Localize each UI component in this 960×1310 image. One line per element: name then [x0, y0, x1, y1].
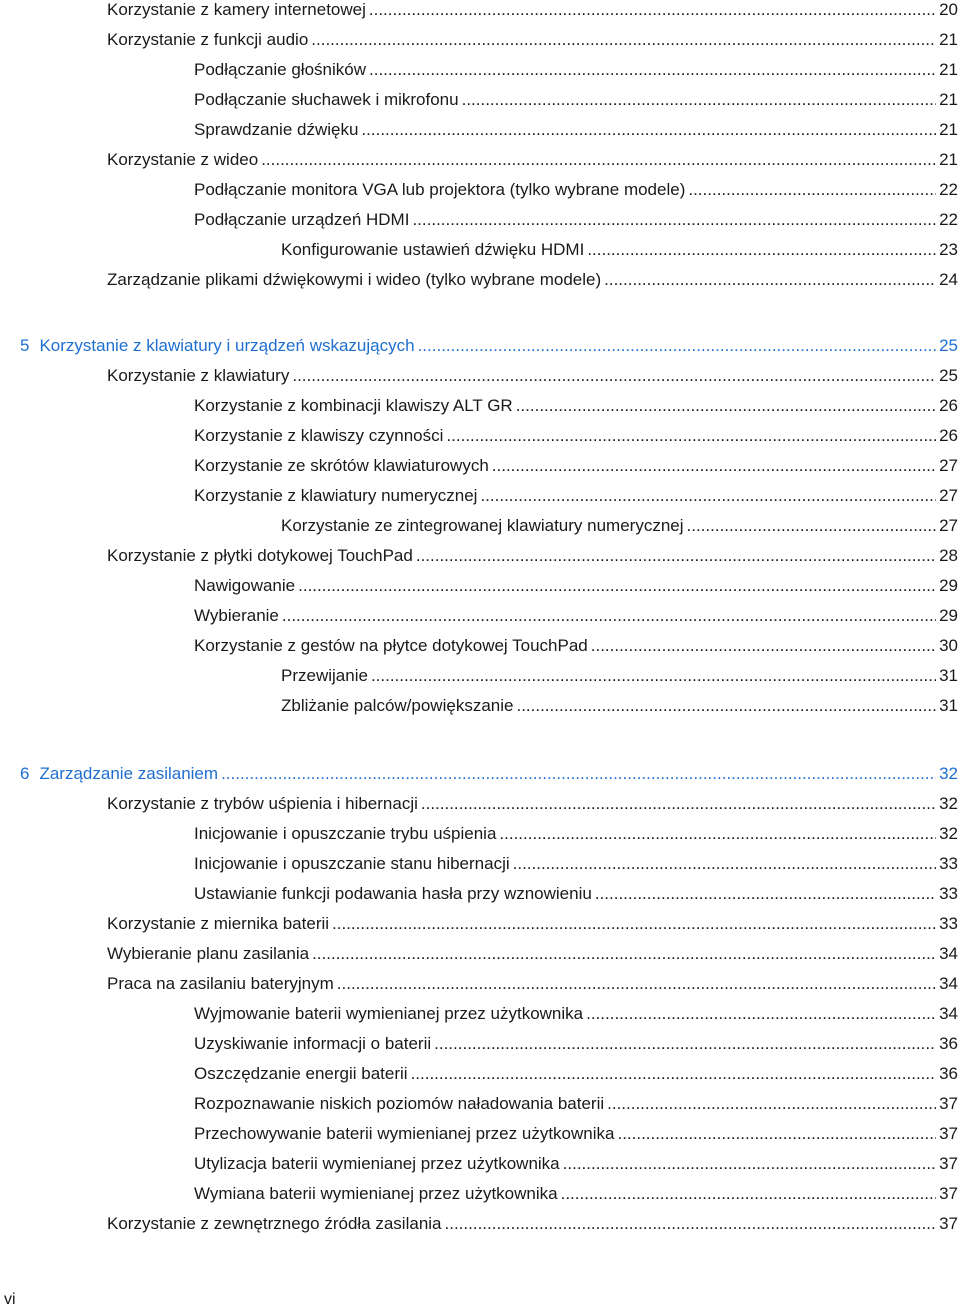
page-number: vi — [4, 1291, 16, 1308]
dot-leader — [292, 363, 936, 389]
toc-entry-page: 21 — [939, 60, 958, 79]
toc-entry[interactable] — [107, 791, 958, 817]
toc-entry-title: Uzyskiwanie informacji o baterii — [194, 1034, 432, 1053]
dot-leader — [298, 573, 936, 599]
toc-entry-page: 36 — [939, 1064, 958, 1083]
toc-entry-title: Korzystanie z gestów na płytce dotykowej TouchPad — [194, 636, 588, 655]
toc-entry-page: 37 — [939, 1214, 958, 1233]
toc-entry-page: 31 — [939, 696, 958, 715]
toc-entry-title: Przewijanie — [281, 666, 368, 685]
toc-entry-title: Sprawdzanie dźwięku — [194, 120, 359, 139]
toc-entry-title: Rozpoznawanie niskich poziomów naładowania baterii — [194, 1094, 605, 1113]
dot-leader — [513, 851, 936, 877]
toc-entry-title: Korzystanie ze skrótów klawiaturowych — [194, 456, 489, 475]
toc-entry-title: Korzystanie z kombinacji klawiszy ALT GR — [194, 396, 513, 415]
toc-entry[interactable] — [194, 851, 958, 877]
toc-entry-page: 22 — [939, 180, 958, 199]
toc-entry[interactable] — [107, 1211, 958, 1237]
toc-entry[interactable] — [281, 663, 958, 689]
dot-leader — [371, 663, 936, 689]
toc-entry-page: 21 — [939, 30, 958, 49]
toc-entry-page: 33 — [939, 884, 958, 903]
toc-entry-title: Podłączanie głośników — [194, 60, 366, 79]
toc-entry-page: 27 — [939, 486, 958, 505]
toc-entry-page: 20 — [939, 0, 958, 19]
toc-entry-title: Podłączanie monitora VGA lub projektora (tylko wybrane modele) — [194, 180, 686, 199]
toc-entry[interactable] — [107, 941, 958, 967]
toc-entry-title: Oszczędzanie energii baterii — [194, 1064, 408, 1083]
toc-entry-title: Korzystanie z kamery internetowej — [107, 0, 366, 19]
toc-entry-title: Korzystanie z trybów uśpienia i hibernacji — [107, 794, 418, 813]
dot-leader — [462, 87, 936, 113]
toc-entry-title: Przechowywanie baterii wymienianej przez użytkownika — [194, 1124, 615, 1143]
toc-entry-page: 28 — [939, 546, 958, 565]
dot-leader — [311, 27, 936, 53]
toc-entry[interactable] — [194, 821, 958, 847]
toc-entry-title: Zarządzanie plikami dźwiękowymi i wideo (tylko wybrane modele) — [107, 270, 602, 289]
toc-entry-title: Podłączanie słuchawek i mikrofonu — [194, 90, 459, 109]
toc-entry-page: 25 — [939, 336, 958, 355]
toc-entry-title: Korzystanie z klawiszy czynności — [194, 426, 444, 445]
dot-leader — [261, 147, 936, 173]
dot-leader — [434, 1031, 936, 1057]
toc-entry-page: 32 — [939, 764, 958, 783]
toc-entry-title: Korzystanie ze zintegrowanej klawiatury numerycznej — [281, 516, 684, 535]
toc-entry-page: 23 — [939, 240, 958, 259]
toc-entry-title: Korzystanie z klawiatury — [107, 366, 290, 385]
dot-leader — [591, 633, 936, 659]
toc-entry-page: 29 — [939, 606, 958, 625]
toc-chapter-entry[interactable] — [20, 761, 958, 787]
toc-entry-title: Wybieranie planu zasilania — [107, 944, 310, 963]
dot-leader — [604, 267, 936, 293]
toc-entry[interactable] — [194, 603, 958, 629]
toc-entry-page: 32 — [939, 794, 958, 813]
toc-entry[interactable] — [194, 1061, 958, 1087]
toc-entry-page: 34 — [939, 944, 958, 963]
toc-entry[interactable] — [194, 177, 958, 203]
toc-entry-page: 26 — [939, 426, 958, 445]
toc-entry[interactable] — [194, 1151, 958, 1177]
toc-entry-title: Korzystanie z wideo — [107, 150, 259, 169]
toc-entry[interactable] — [107, 911, 958, 937]
dot-leader — [312, 941, 936, 967]
toc-entry-title: Nawigowanie — [194, 576, 296, 595]
toc-entry-page: 37 — [939, 1094, 958, 1113]
dot-leader — [595, 881, 936, 907]
toc-entry-title: Korzystanie z płytki dotykowej TouchPad — [107, 546, 413, 565]
toc-entry-page: 25 — [939, 366, 958, 385]
toc-entry-title: Podłączanie urządzeń HDMI — [194, 210, 410, 229]
toc-entry-page: 37 — [939, 1184, 958, 1203]
toc-entry[interactable] — [194, 1001, 958, 1027]
toc-entry-page: 31 — [939, 666, 958, 685]
toc-entry-page: 27 — [939, 516, 958, 535]
toc-entry-title: Wybieranie — [194, 606, 279, 625]
toc-entry-page: 27 — [939, 456, 958, 475]
dot-leader — [369, 57, 936, 83]
toc-entry-page: 22 — [939, 210, 958, 229]
toc-entry[interactable] — [281, 513, 958, 539]
toc-entry[interactable] — [194, 423, 958, 449]
dot-leader — [446, 423, 936, 449]
toc-entry-title: Utylizacja baterii wymienianej przez użytkownika — [194, 1154, 560, 1173]
toc-entry-title: Praca na zasilaniu bateryjnym — [107, 974, 334, 993]
dot-leader — [361, 117, 936, 143]
toc-entry-page: 33 — [939, 914, 958, 933]
chapter-number: 5 — [20, 336, 30, 355]
dot-leader — [687, 513, 937, 539]
toc-entry[interactable] — [194, 453, 958, 479]
toc-entry-page: 37 — [939, 1154, 958, 1173]
toc-entry-page: 37 — [939, 1124, 958, 1143]
dot-leader — [563, 1151, 936, 1177]
toc-entry-title: Ustawianie funkcji podawania hasła przy wznowieniu — [194, 884, 592, 903]
toc-entry[interactable] — [107, 971, 958, 997]
toc-entry-page: 34 — [939, 1004, 958, 1023]
dot-leader — [282, 603, 936, 629]
toc-entry[interactable] — [194, 1121, 958, 1147]
dot-leader — [492, 453, 936, 479]
toc-entry[interactable] — [194, 57, 958, 83]
toc-entry[interactable] — [281, 237, 958, 263]
toc-entry[interactable] — [194, 1031, 958, 1057]
toc-entry[interactable] — [107, 147, 958, 173]
toc-entry-page: 29 — [939, 576, 958, 595]
dot-leader — [412, 207, 936, 233]
toc-entry-page: 24 — [939, 270, 958, 289]
toc-entry[interactable] — [194, 881, 958, 907]
toc-entry[interactable] — [194, 87, 958, 113]
toc-entry[interactable] — [194, 1181, 958, 1207]
dot-leader — [332, 911, 936, 937]
toc-entry[interactable] — [107, 267, 958, 293]
dot-leader — [337, 971, 936, 997]
toc-chapter-entry[interactable] — [20, 333, 958, 359]
dot-leader — [421, 791, 936, 817]
toc-entry[interactable] — [107, 543, 958, 569]
toc-entry-title: Korzystanie z klawiatury i urządzeń wskazujących — [39, 336, 415, 355]
toc-entry-title: Zarządzanie zasilaniem — [39, 764, 219, 783]
toc-entry-page: 30 — [939, 636, 958, 655]
dot-leader — [587, 237, 936, 263]
dot-leader — [617, 1121, 936, 1147]
dot-leader — [369, 0, 936, 23]
toc-entry[interactable] — [194, 483, 958, 509]
toc-entry-page: 36 — [939, 1034, 958, 1053]
dot-leader — [688, 177, 936, 203]
toc-entry-title: Zbliżanie palców/powiększanie — [281, 696, 514, 715]
dot-leader — [418, 333, 937, 359]
toc-entry[interactable] — [107, 363, 958, 389]
toc-entry-page: 21 — [939, 150, 958, 169]
toc-entry[interactable] — [194, 393, 958, 419]
toc-entry-page: 21 — [939, 120, 958, 139]
toc-entry[interactable] — [194, 117, 958, 143]
toc-entry-page: 21 — [939, 90, 958, 109]
toc-entry-title: Korzystanie z zewnętrznego źródła zasilania — [107, 1214, 442, 1233]
chapter-number: 6 — [20, 764, 30, 783]
toc-entry-title: Korzystanie z miernika baterii — [107, 914, 330, 933]
toc-entry-page: 34 — [939, 974, 958, 993]
toc-entry-title: Wyjmowanie baterii wymienianej przez użytkownika — [194, 1004, 584, 1023]
dot-leader — [416, 543, 936, 569]
toc-entry-title: Wymiana baterii wymienianej przez użytkownika — [194, 1184, 558, 1203]
dot-leader — [445, 1211, 937, 1237]
dot-leader — [607, 1091, 936, 1117]
toc-entry[interactable] — [281, 693, 958, 719]
toc-entry-title: Korzystanie z klawiatury numerycznej — [194, 486, 478, 505]
dot-leader — [561, 1181, 936, 1207]
dot-leader — [221, 761, 936, 787]
dot-leader — [586, 1001, 936, 1027]
toc-entry-title: Konfigurowanie ustawień dźwięku HDMI — [281, 240, 585, 259]
toc-entry-title: Korzystanie z funkcji audio — [107, 30, 309, 49]
dot-leader — [411, 1061, 937, 1087]
dot-leader — [516, 393, 936, 419]
dot-leader — [516, 693, 936, 719]
toc-entry-page: 26 — [939, 396, 958, 415]
toc-entry[interactable] — [107, 27, 958, 53]
toc-entry-page: 33 — [939, 854, 958, 873]
toc-entry[interactable] — [107, 0, 958, 23]
toc-entry[interactable] — [194, 1091, 958, 1117]
toc-entry[interactable] — [194, 207, 958, 233]
dot-leader — [499, 821, 936, 847]
toc-entry[interactable] — [194, 633, 958, 659]
toc-entry-page: 32 — [939, 824, 958, 843]
toc-entry[interactable] — [194, 573, 958, 599]
toc-entry-title: Inicjowanie i opuszczanie stanu hibernacji — [194, 854, 510, 873]
toc-entry-title: Inicjowanie i opuszczanie trybu uśpienia — [194, 824, 497, 843]
dot-leader — [480, 483, 936, 509]
